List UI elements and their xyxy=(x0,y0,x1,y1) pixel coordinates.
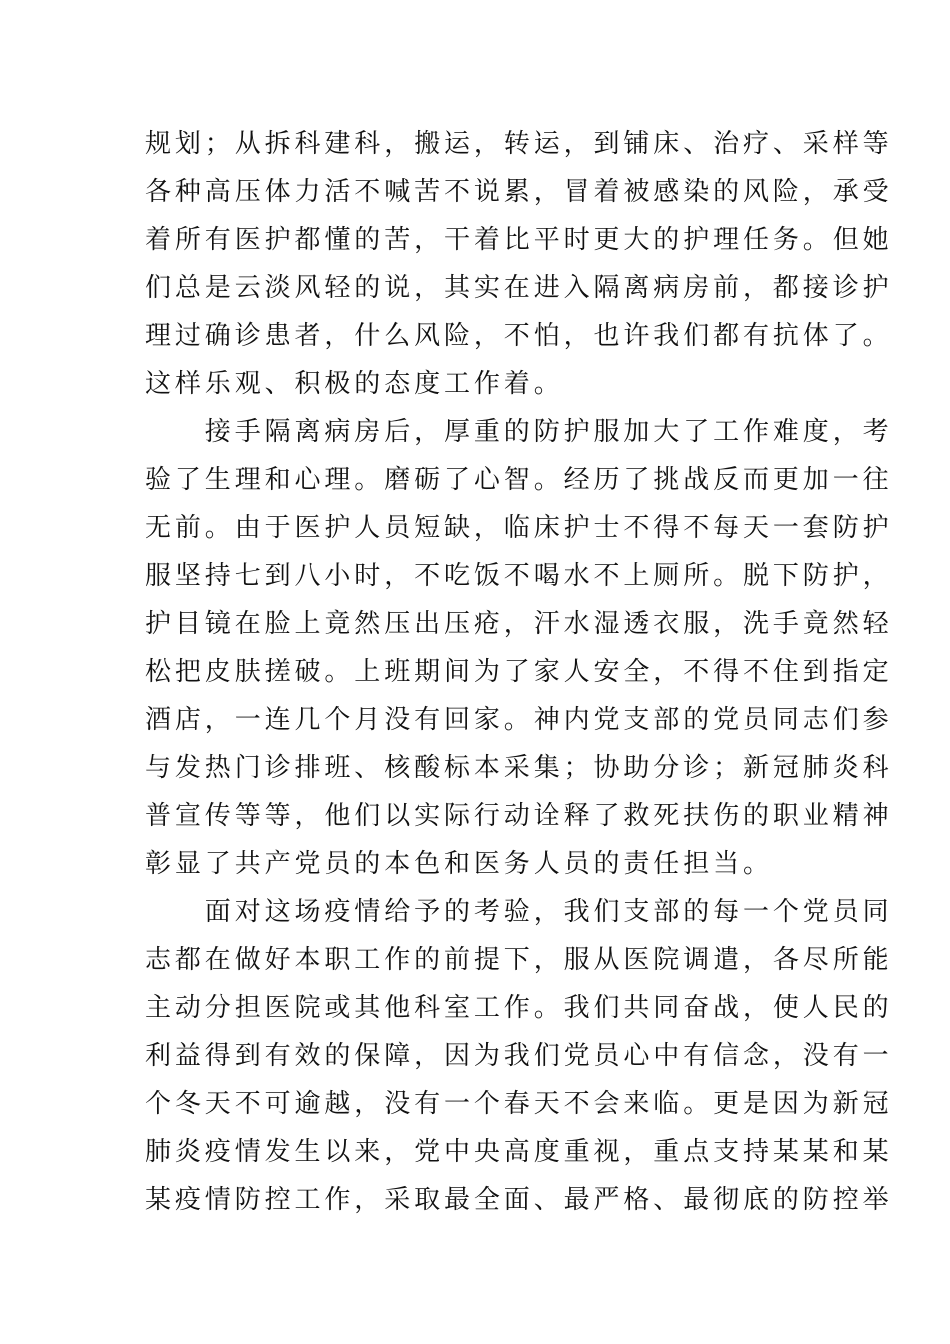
text-line: 接手隔离病房后，厚重的防护服加大了工作难度，考 xyxy=(145,417,893,447)
text-line: 肺炎疫情发生以来，党中央高度重视，重点支持某某和某 xyxy=(145,1137,893,1167)
text-line: 酒店，一连几个月没有回家。神内党支部的党员同志们参 xyxy=(145,705,893,735)
text-line: 彰显了共产党员的本色和医务人员的责任担当。 xyxy=(145,849,773,879)
text-line: 规划；从拆科建科，搬运，转运，到铺床、治疗、采样等 xyxy=(145,129,893,159)
text-line: 这样乐观、积极的态度工作着。 xyxy=(145,369,564,399)
text-line: 利益得到有效的保障，因为我们党员心中有信念，没有一 xyxy=(145,1041,893,1071)
text-line: 志都在做好本职工作的前提下，服从医院调遣，各尽所能 xyxy=(145,945,893,975)
text-line: 与发热门诊排班、核酸标本采集；协助分诊；新冠肺炎科 xyxy=(145,753,893,783)
text-line: 着所有医护都懂的苦，干着比平时更大的护理任务。但她 xyxy=(145,225,893,255)
text-line: 理过确诊患者，什么风险，不怕，也许我们都有抗体了。 xyxy=(145,321,893,351)
text-line: 普宣传等等，他们以实际行动诠释了救死扶伤的职业精神 xyxy=(145,801,893,831)
text-line: 各种高压体力活不喊苦不说累，冒着被感染的风险，承受 xyxy=(145,177,893,207)
text-line: 面对这场疫情给予的考验，我们支部的每一个党员同 xyxy=(145,897,893,927)
text-line: 服坚持七到八小时，不吃饭不喝水不上厕所。脱下防护， xyxy=(145,561,893,591)
text-line: 无前。由于医护人员短缺，临床护士不得不每天一套防护 xyxy=(145,513,893,543)
text-line: 个冬天不可逾越，没有一个春天不会来临。更是因为新冠 xyxy=(145,1089,893,1119)
text-line: 验了生理和心理。磨砺了心智。经历了挑战反而更加一往 xyxy=(145,465,893,495)
text-line: 主动分担医院或其他科室工作。我们共同奋战，使人民的 xyxy=(145,993,893,1023)
text-line: 某疫情防控工作，采取最全面、最严格、最彻底的防控举 xyxy=(145,1185,893,1215)
text-line: 们总是云淡风轻的说，其实在进入隔离病房前，都接诊护 xyxy=(145,273,893,303)
text-line: 松把皮肤搓破。上班期间为了家人安全，不得不住到指定 xyxy=(145,657,893,687)
text-line: 护目镜在脸上竟然压出压疮，汗水湿透衣服，洗手竟然轻 xyxy=(145,609,893,639)
body-text xyxy=(145,120,893,1224)
